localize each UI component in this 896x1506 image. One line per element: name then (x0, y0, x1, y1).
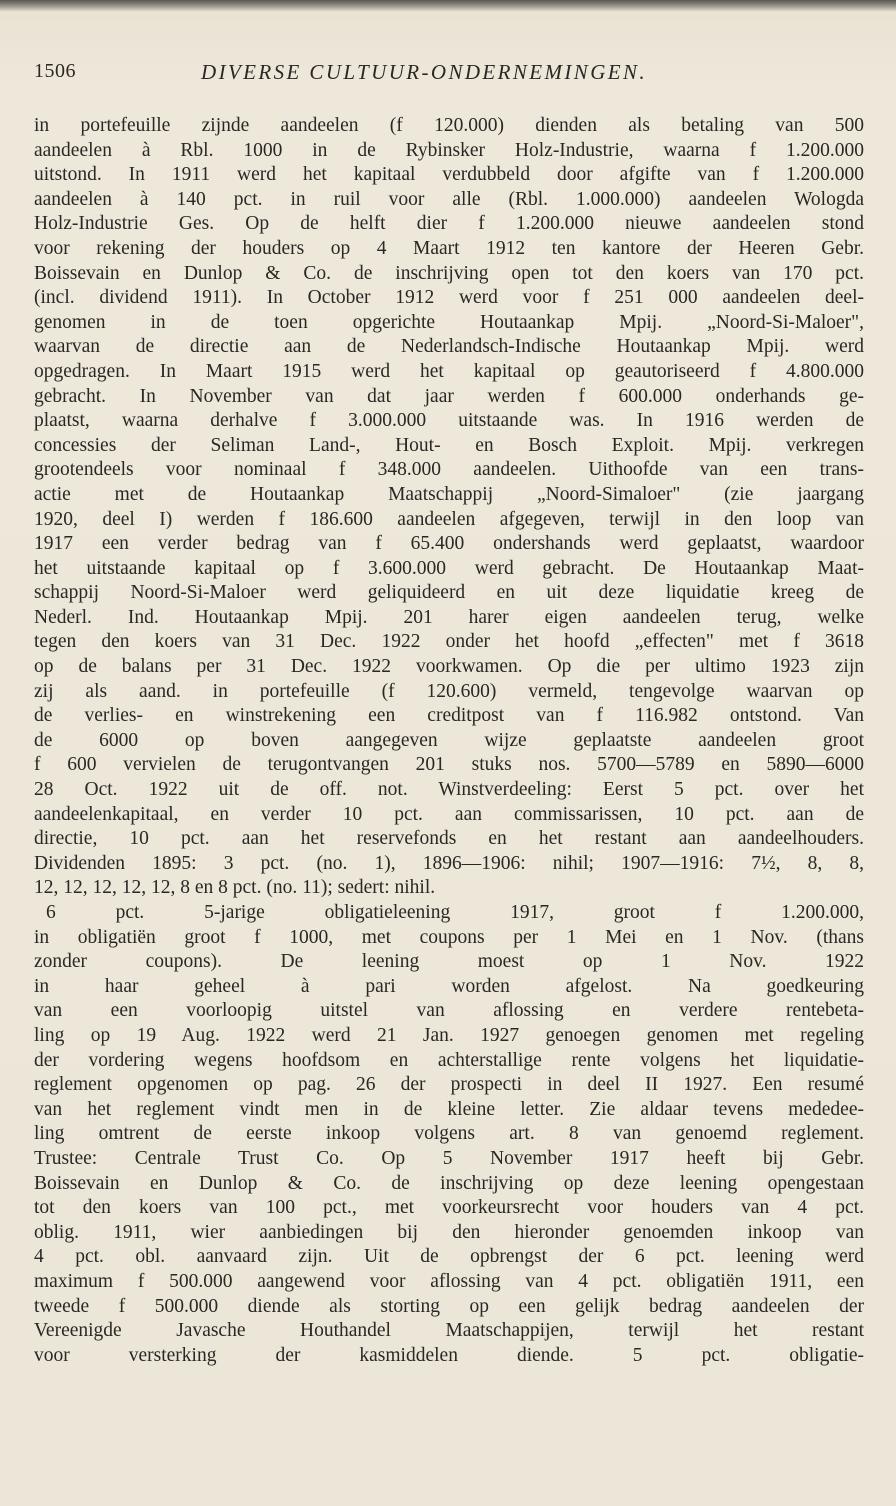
text-line: 12, 12, 12, 12, 12, 8 en 8 pct. (no. 11); sedert: nihil. (34, 877, 436, 899)
text-line: in portefeuille zijnde aandeelen (f 120.000) dienden als betaling van 500 (34, 115, 864, 136)
text-line: van het reglement vindt men in de kleine letter. Zie aldaar tevens mededee- (34, 1098, 864, 1120)
text-line: f 600 vervielen de terugontvangen 201 stuks nos. 5700—5789 en 5890—6000 (34, 754, 864, 776)
text-line: gebracht. In November van dat jaar werden f 600.000 onderhands ge- (34, 385, 864, 407)
text-line: Nederl. Ind. Houtaankap Mpij. 201 harer eigen aandeelen terug, welke (34, 606, 864, 628)
text-line: voor versterking der kasmiddelen diende. 5 pct. obligatie- (34, 1344, 864, 1366)
text-line: 4 pct. obl. aanvaard zijn. Uit de opbrengst der 6 pct. leening werd (34, 1246, 864, 1268)
text-line: 6 pct. 5-jarige obligatieleening 1917, groot f 1.200.000, (46, 902, 864, 923)
text-line: uitstond. In 1911 werd het kapitaal verdubbeld door afgifte van f 1.200.000 (34, 164, 864, 186)
text-line: genomen in de toen opgerichte Houtaankap Mpij. „Noord-Si-Maloer", (34, 311, 864, 333)
body-text (34, 114, 864, 1368)
page-number: 1506 (34, 60, 76, 82)
text-line: directie, 10 pct. aan het reservefonds en het restant aan aandeelhouders. (34, 828, 864, 850)
text-line: van een voorloopig uitstel van aflossing en verdere rentebeta- (34, 1000, 864, 1022)
text-line: in haar geheel à pari worden afgelost. Na goedkeuring (34, 975, 864, 997)
text-line: aandeelen à Rbl. 1000 in de Rybinsker Holz-Industrie, waarna f 1.200.000 (34, 139, 864, 161)
text-line: zij als aand. in portefeuille (f 120.600) vermeld, tengevolge waarvan op (34, 680, 864, 702)
text-line: 1920, deel I) werden f 186.600 aandeelen afgegeven, terwijl in den loop van (34, 508, 864, 530)
text-line: Vereenigde Javasche Houthandel Maatschappijen, terwijl het restant (34, 1320, 864, 1342)
text-line: de verlies- en winstrekening een creditpost van f 116.982 ontstond. Van (34, 705, 864, 727)
text-line: ling omtrent de eerste inkoop volgens art. 8 van genoemd reglement. (34, 1123, 864, 1145)
text-line: tweede f 500.000 diende als storting op een gelijk bedrag aandeelen der (34, 1295, 864, 1317)
text-line: schappij Noord-Si-Maloer werd geliquideerd en uit deze liquidatie kreeg de (34, 582, 864, 604)
text-line: oblig. 1911, wier aanbiedingen bij den hieronder genoemden inkoop van (34, 1221, 864, 1243)
text-line: het uitstaande kapitaal op f 3.600.000 werd gebracht. De Houtaankap Maat- (34, 557, 864, 579)
text-line: plaatst, waarna derhalve f 3.000.000 uitstaande was. In 1916 werden de (34, 410, 864, 432)
text-line: Trustee: Centrale Trust Co. Op 5 November 1917 heeft bij Gebr. (34, 1147, 864, 1169)
text-line: zonder coupons). De leening moest op 1 Nov. 1922 (34, 951, 864, 973)
text-line: voor rekening der houders op 4 Maart 1912 ten kantore der Heeren Gebr. (34, 237, 864, 259)
text-line: der vordering wegens hoofdsom en achterstallige rente volgens het liquidatie- (34, 1049, 864, 1071)
text-line: tot den koers van 100 pct., met voorkeursrecht voor houders van 4 pct. (34, 1197, 864, 1219)
text-line: actie met de Houtaankap Maatschappij „Noord-Simaloer" (zie jaargang (34, 483, 864, 505)
text-line: ling op 19 Aug. 1922 werd 21 Jan. 1927 genoegen genomen met regeling (34, 1024, 864, 1046)
text-line: reglement opgenomen op pag. 26 der prospecti in deel II 1927. Een resumé (34, 1074, 864, 1096)
text-line: grootendeels voor nominaal f 348.000 aandeelen. Uithoofde van een trans- (34, 459, 864, 481)
text-line: maximum f 500.000 aangewend voor aflossing van 4 pct. obligatiën 1911, een (34, 1270, 864, 1292)
text-line: tegen den koers van 31 Dec. 1922 onder het hoofd „effecten" met f 3618 (34, 631, 864, 653)
page-header (34, 60, 864, 92)
text-line: op de balans per 31 Dec. 1922 voorkwamen. Op die per ultimo 1923 zijn (34, 656, 864, 678)
text-line: opgedragen. In Maart 1915 werd het kapitaal op geautoriseerd f 4.800.000 (34, 360, 864, 382)
text-line: Dividenden 1895: 3 pct. (no. 1), 1896—1906: nihil; 1907—1916: 7½, 8, 8, (34, 852, 864, 874)
text-line: Holz-Industrie Ges. Op de helft dier f 1.200.000 nieuwe aandeelen stond (34, 213, 864, 235)
text-line: waarvan de directie aan de Nederlandsch-Indische Houtaankap Mpij. werd (34, 336, 864, 358)
text-line: (incl. dividend 1911). In October 1912 werd voor f 251 000 aandeelen deel- (34, 287, 864, 309)
text-line: aandeelen à 140 pct. in ruil voor alle (Rbl. 1.000.000) aandeelen Wologda (34, 188, 864, 210)
text-line: 28 Oct. 1922 uit de off. not. Winstverdeeling: Eerst 5 pct. over het (34, 779, 864, 801)
text-line: Boissevain en Dunlop & Co. de inschrijving op deze leening opengestaan (34, 1172, 864, 1194)
text-line: 1917 een verder bedrag van f 65.400 ondershands werd geplaatst, waardoor (34, 533, 864, 555)
text-line: Boissevain en Dunlop & Co. de inschrijving open tot den koers van 170 pct. (34, 262, 864, 284)
text-line: aandeelenkapitaal, en verder 10 pct. aan commissarissen, 10 pct. aan de (34, 803, 864, 825)
text-line: de 6000 op boven aangegeven wijze geplaatste aandeelen groot (34, 729, 864, 751)
text-line: in obligatiën groot f 1000, met coupons per 1 Mei en 1 Nov. (thans (34, 926, 864, 948)
running-title: DIVERSE CULTUUR-ONDERNEMINGEN. (201, 60, 648, 84)
page-top-edge (0, 0, 896, 12)
text-line: concessies der Seliman Land-, Hout- en Bosch Exploit. Mpij. verkregen (34, 434, 864, 456)
